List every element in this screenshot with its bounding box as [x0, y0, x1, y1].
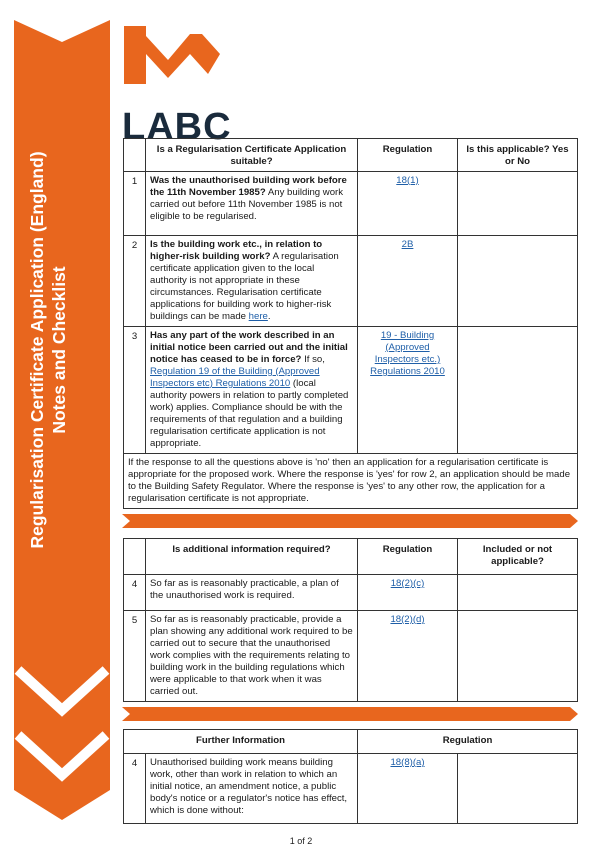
header-regulation: Regulation: [358, 730, 578, 754]
banner-title-line1: Regularisation Certificate Application (England): [27, 151, 47, 549]
labc-logo: [120, 24, 250, 148]
regulation-link[interactable]: 18(2)(d): [390, 614, 425, 625]
applicable-cell[interactable]: [458, 171, 578, 235]
here-link[interactable]: here: [248, 310, 268, 322]
table-header-row: [124, 139, 578, 172]
applicable-cell[interactable]: [458, 326, 578, 453]
row-number: 3: [124, 326, 146, 453]
table-row: [124, 575, 578, 611]
included-cell[interactable]: [458, 575, 578, 611]
row-number: 5: [124, 611, 146, 702]
row-question: Is the building work etc., in relation to higher-risk building work? A regularisation certificate application given to the local authority is not appropriate in these circumstances. Regularisation certificate applications for building work to higher-risk buildings can be made here.: [146, 235, 358, 326]
row-question: Has any part of the work described in an initial notice been carried out and the initial notice has ceased to be in force? If so, Regulation 19 of the Building (Approved Inspectors etc) Regulations 2010 (local authority powers in relation to partly completed work) applies. Compliance should be with the requirements of that regulation and a building regularisation certificate application is not appropriate.: [146, 326, 358, 453]
row-question: So far as is reasonably practicable, a plan of the unauthorised work is required.: [146, 575, 358, 611]
header-regulation: Regulation: [358, 139, 458, 172]
table-header-row: [124, 539, 578, 575]
header-question: Is additional information required?: [146, 539, 358, 575]
banner-title: [18, 90, 78, 610]
regulation-link[interactable]: 18(8)(a): [390, 757, 425, 768]
table-row: [124, 754, 578, 824]
page-number: 1 of 2: [289, 836, 313, 846]
included-cell[interactable]: [458, 611, 578, 702]
applicable-cell[interactable]: [458, 235, 578, 326]
table-row: [124, 235, 578, 326]
row-number: 2: [124, 235, 146, 326]
row-question: So far as is reasonably practicable, provide a plan showing any additional work required to be carried out to secure that the unauthorised work complies with the requirements relating to building work in the building regulations which were applicable to that work when it was carried out.: [146, 611, 358, 702]
regulation-link[interactable]: 18(2)(c): [390, 578, 425, 589]
row-text: Unauthorised building work means building work, other than work in relation to which an initial notice, an amendment notice, a public body's notice or a regulator's notice has effect, which is done without:: [146, 754, 358, 824]
header-question: Is a Regularisation Certificate Application suitable?: [146, 139, 358, 172]
row-number: 4: [124, 754, 146, 824]
header-included: Included or not applicable?: [458, 539, 578, 575]
row-number: 1: [124, 171, 146, 235]
additional-info-table: [123, 538, 578, 702]
header-applicable: Is this applicable? Yes or No: [458, 139, 578, 172]
row-question: Was the unauthorised building work before the 11th November 1985? Any building work carried out before 11th November 1985 is not eligible to be regularised.: [146, 171, 358, 235]
table-header-row: [124, 730, 578, 754]
banner-title-line2: Notes and Checklist: [49, 266, 69, 434]
table-row: [124, 326, 578, 453]
logo-text: LABC: [122, 106, 232, 148]
regulation-link[interactable]: 19 - Building (Approved Inspectors etc.) Regulations 2010: [370, 329, 445, 377]
note-text: If the response to all the questions above is 'no' then an application for a regularisation certificate is appropriate for the proposed work. Where the response is 'yes' for row 2, an application should be made to the Building Safety Regulator. Where the response is 'yes' to any other row, the application for a regularisation certificate is not appropriate.: [124, 453, 578, 508]
regulation-link[interactable]: 2B: [401, 238, 414, 250]
regulation-link[interactable]: 18(1): [396, 174, 419, 186]
section-divider: [122, 707, 578, 721]
regulation-19-link[interactable]: Regulation 19 of the Building (Approved Inspectors etc) Regulations 2010: [150, 365, 320, 389]
note-row: [124, 453, 578, 508]
table-row: [124, 611, 578, 702]
header-regulation: Regulation: [358, 539, 458, 575]
header-further-info: Further Information: [124, 730, 358, 754]
further-info-table: [123, 729, 578, 824]
suitability-table: [123, 138, 578, 509]
row-number: 4: [124, 575, 146, 611]
roof-logo-icon: [120, 24, 250, 104]
table-row: [124, 171, 578, 235]
section-divider: [122, 514, 578, 528]
